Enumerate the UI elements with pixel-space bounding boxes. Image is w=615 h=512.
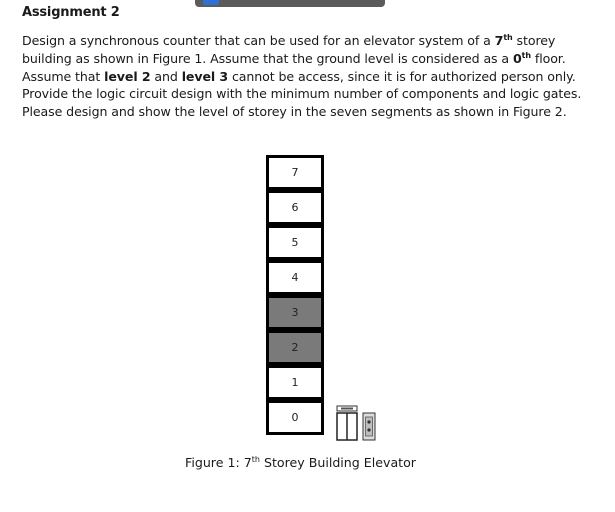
text-segment: floor. xyxy=(530,50,566,66)
text-segment: and xyxy=(150,68,182,84)
description-line-2 xyxy=(22,50,594,68)
text-segment: Design a synchronous counter that can be used for an elevator system of a xyxy=(22,33,495,48)
floor-label: 3 xyxy=(291,306,299,319)
elevator-icon xyxy=(336,405,378,441)
restricted-level-3: level 3 xyxy=(181,68,229,84)
caption-text: Figure 1: 7 xyxy=(185,455,252,470)
toolbar-app-icon xyxy=(203,0,219,5)
building-diagram xyxy=(266,155,324,435)
floor-label: 4 xyxy=(291,271,299,284)
description-line-5: Please design and show the level of storey in the seven segments as shown in Figure 2. xyxy=(22,104,567,120)
floor-label: 0 xyxy=(291,411,299,424)
assignment-description xyxy=(22,32,594,121)
floor-4 xyxy=(266,260,324,295)
ground-floor-number: 0 xyxy=(512,50,522,66)
floor-7 xyxy=(266,155,324,190)
floor-0 xyxy=(266,400,324,435)
storey-number: 7 xyxy=(494,33,504,48)
floor-label: 1 xyxy=(291,376,299,389)
description-line-1 xyxy=(22,32,594,50)
text-segment: storey xyxy=(512,33,556,48)
restricted-level-2: level 2 xyxy=(104,68,151,84)
floor-label: 6 xyxy=(291,201,299,214)
text-segment: building as shown in Figure 1. Assume that the ground level is considered as a xyxy=(22,50,513,66)
floor-label: 5 xyxy=(291,236,299,249)
viewer-toolbar-strip xyxy=(195,0,385,7)
floor-6 xyxy=(266,190,324,225)
description-line-3 xyxy=(22,68,594,86)
floor-3-restricted xyxy=(266,295,324,330)
description-line-4: Provide the logic circuit design with the minimum number of components and logic gates. xyxy=(22,86,582,102)
floor-5 xyxy=(266,225,324,260)
caption-text: Storey Building Elevator xyxy=(259,455,416,470)
floor-2-restricted xyxy=(266,330,324,365)
text-segment: Assume that xyxy=(22,68,105,84)
assignment-title: Assignment 2 xyxy=(22,5,120,20)
ordinal-suffix: th xyxy=(521,50,531,60)
floor-label: 7 xyxy=(291,166,299,179)
caption-ordinal: th xyxy=(251,455,260,464)
floor-1 xyxy=(266,365,324,400)
floor-label: 2 xyxy=(291,341,299,354)
ordinal-suffix: th xyxy=(503,33,513,42)
text-segment: cannot be access, since it is for authorized person only. xyxy=(228,68,576,84)
